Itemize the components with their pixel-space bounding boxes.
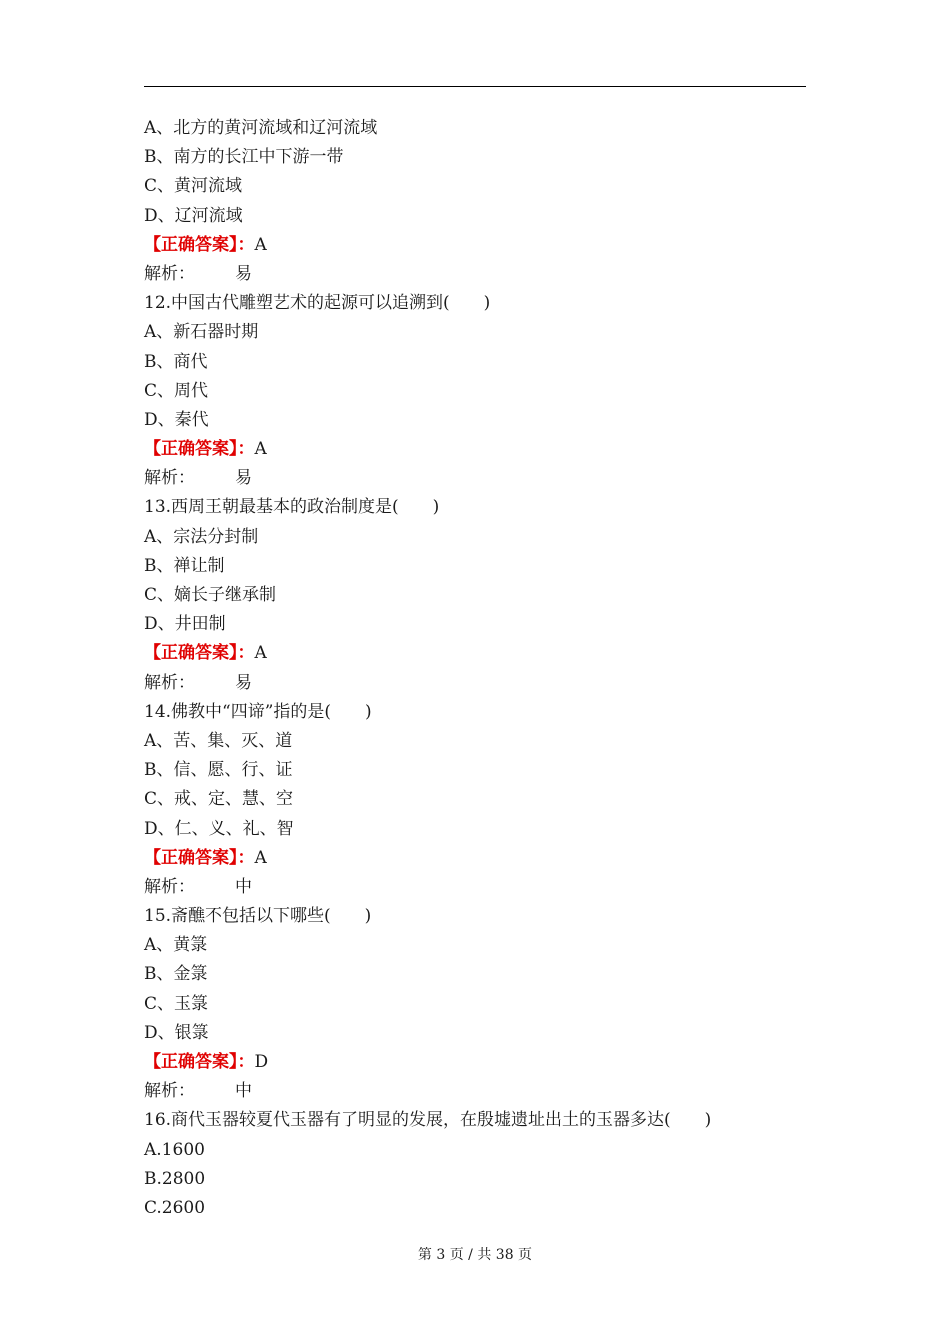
analysis-line [144, 873, 806, 902]
answer-option: D、井田制 [144, 614, 226, 635]
correct-answer-label: 【正确答案】： [144, 1052, 255, 1072]
answer-option: C.2600 [144, 1197, 206, 1218]
correct-answer-value: A [254, 847, 267, 868]
correct-answer-value: A [254, 439, 267, 460]
answer-option: B、禅让制 [144, 555, 225, 576]
answer-option: D、仁、义、礼、智 [144, 818, 294, 839]
difficulty-level: 易 [235, 468, 252, 489]
correct-answer-line [144, 435, 806, 464]
answer-option: C、戒、定、慧、空 [144, 789, 294, 810]
question-text: 16.商代玉器较夏代玉器有了明显的发展，在殷墟遗址出土的玉器多达( ) [144, 1110, 712, 1131]
correct-answer-label: 【正确答案】： [144, 234, 255, 255]
header-rule [144, 86, 806, 87]
question-text: 14.佛教中“四谛”指的是( ) [144, 701, 372, 722]
answer-option: C、玉箓 [144, 993, 209, 1014]
question-text: 12.中国古代雕塑艺术的起源可以追溯到( ) [144, 293, 491, 314]
correct-answer-value: A [254, 234, 267, 255]
correct-answer-line [144, 639, 806, 668]
answer-option: C、嫡长子继承制 [144, 585, 277, 605]
analysis-label: 解析： [144, 468, 195, 489]
correct-answer-line [144, 1048, 806, 1077]
correct-answer-line [144, 844, 806, 873]
answer-option: B、商代 [144, 351, 208, 372]
answer-option: D、辽河流域 [144, 205, 243, 226]
analysis-label: 解析： [144, 672, 195, 693]
analysis-label: 解析： [144, 1081, 195, 1102]
correct-answer-line [144, 231, 806, 260]
analysis-label: 解析： [144, 876, 195, 897]
answer-option: A、北方的黄河流域和辽河流域 [144, 118, 378, 138]
answer-option: C、黄河流域 [144, 176, 243, 197]
answer-option: A、宗法分封制 [144, 526, 259, 547]
answer-option: A、苦、集、灭、道 [144, 730, 293, 751]
difficulty-level: 中 [235, 1081, 252, 1102]
answer-option: A、黄箓 [144, 935, 208, 956]
page-number: 第 3 页 / 共 38 页 [417, 1247, 533, 1263]
answer-option: D、秦代 [144, 409, 209, 430]
answer-option: B、信、愿、行、证 [144, 760, 293, 781]
answer-option: A、新石器时期 [144, 322, 259, 343]
analysis-line [144, 464, 806, 493]
difficulty-level: 中 [235, 876, 252, 897]
document-body [144, 114, 806, 1223]
correct-answer-value: A [254, 643, 267, 664]
difficulty-level: 易 [235, 263, 252, 284]
correct-answer-label: 【正确答案】： [144, 847, 255, 868]
answer-option: A.1600 [144, 1139, 205, 1160]
answer-option: B、金箓 [144, 964, 208, 985]
analysis-label: 解析： [144, 263, 195, 284]
answer-option: C、周代 [144, 380, 209, 401]
difficulty-level: 易 [235, 672, 252, 693]
page-footer [0, 1244, 950, 1264]
analysis-line [144, 669, 806, 698]
correct-answer-label: 【正确答案】： [144, 439, 255, 460]
answer-option: B.2800 [144, 1168, 206, 1189]
correct-answer-value: D [254, 1052, 269, 1072]
question-text: 13.西周王朝最基本的政治制度是( ) [144, 497, 440, 518]
question-text: 15.斋醮不包括以下哪些( ) [144, 906, 372, 927]
answer-option: D、银箓 [144, 1022, 209, 1043]
analysis-line [144, 260, 806, 289]
analysis-line [144, 1077, 806, 1106]
answer-option: B、南方的长江中下游一带 [144, 147, 344, 168]
correct-answer-label: 【正确答案】： [144, 643, 255, 664]
